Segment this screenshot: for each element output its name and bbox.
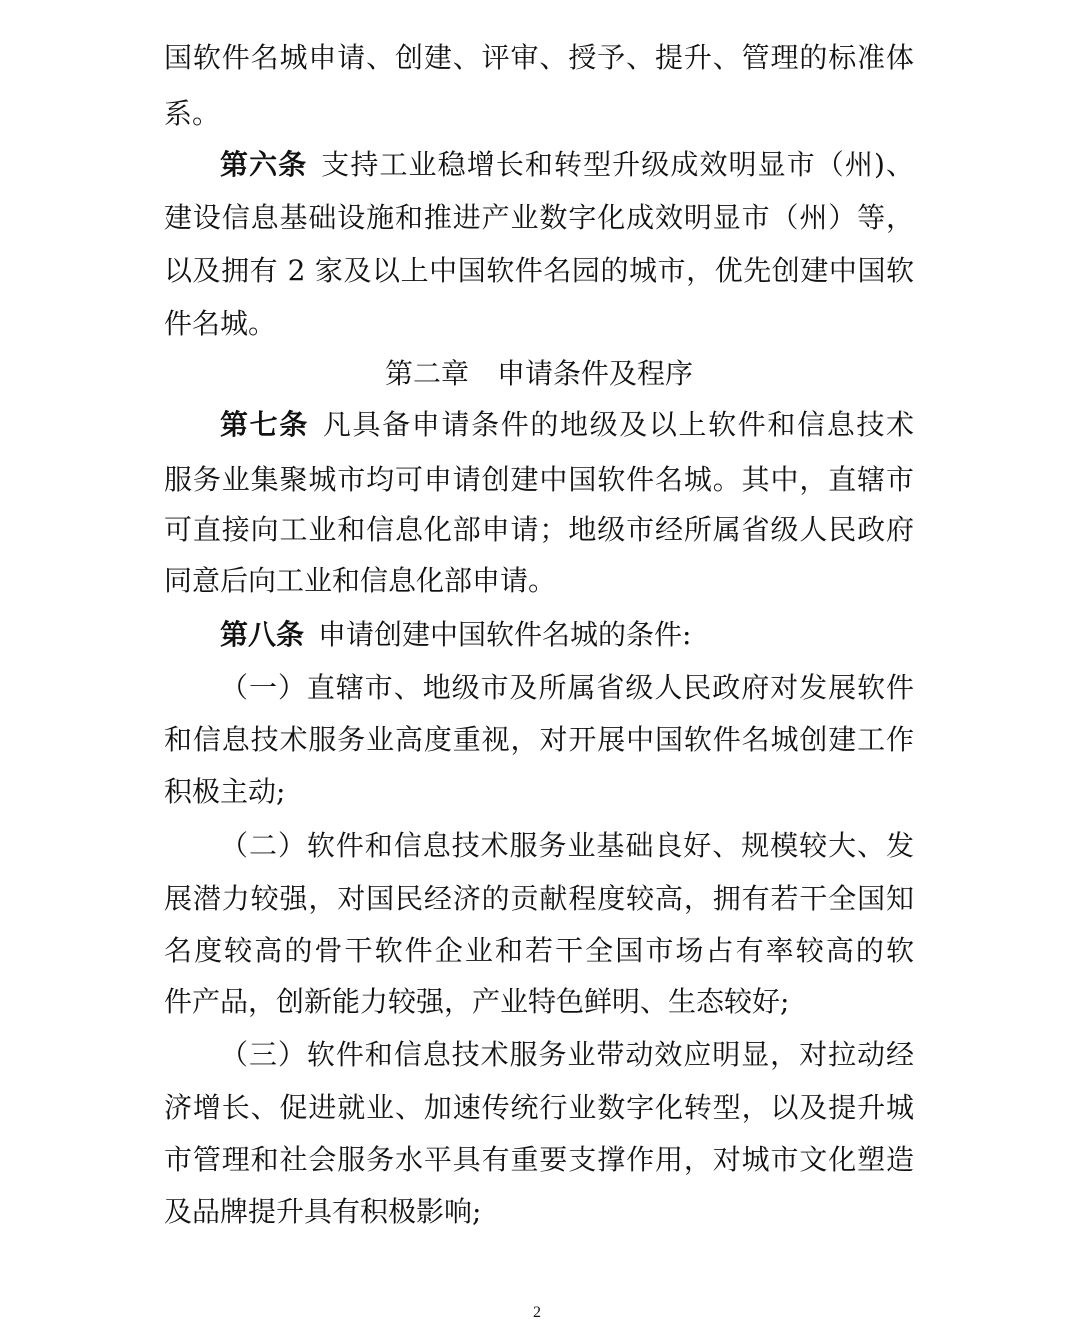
paragraph-line: 服务业集聚城市均可申请创建中国软件名城。其中，直辖市 (164, 463, 914, 496)
paragraph-line: 件名城。 (164, 307, 277, 340)
paragraph-line: 建设信息基础设施和推进产业数字化成效明显市（州）等， (164, 201, 914, 234)
list-item-line: （三）软件和信息技术服务业带动效应明显，对拉动经 (220, 1038, 914, 1071)
article-6-first-line (220, 137, 914, 193)
list-item-line: 及品牌提升具有积极影响; (164, 1195, 482, 1228)
paragraph-line: 申请创建中国软件名城的条件: (318, 618, 692, 651)
list-item-line: 展潜力较强，对国民经济的贡献程度较高，拥有若干全国知 (164, 882, 914, 915)
article-6-label: 第六条 (220, 148, 308, 181)
list-item-line: 和信息技术服务业高度重视，对开展中国软件名城创建工作 (164, 723, 914, 756)
paragraph-line: 支持工业稳增长和转型升级成效明显市（州)、 (321, 148, 914, 181)
article-7-first-line (220, 397, 914, 453)
list-item-line: 市管理和社会服务水平具有重要支撑作用，对城市文化塑造 (164, 1143, 914, 1176)
paragraph-line: 可直接向工业和信息化部申请；地级市经所属省级人民政府 (164, 513, 914, 546)
list-item-line: 件产品，创新能力较强，产业特色鲜明、生态较好; (164, 985, 790, 1018)
list-item-line: （一）直辖市、地级市及所属省级人民政府对发展软件 (220, 671, 914, 704)
article-7-label: 第七条 (220, 408, 309, 441)
article-8-label: 第八条 (220, 618, 305, 651)
article-8-first-line (220, 607, 914, 663)
page-number: 2 (533, 1304, 541, 1321)
paragraph-line: 凡具备申请条件的地级及以上软件和信息技术 (322, 408, 914, 441)
list-item-line: 积极主动; (164, 775, 286, 808)
list-item-line: 名度较高的骨干软件企业和若干全国市场占有率较高的软 (164, 934, 914, 967)
paragraph-line: 以及拥有 2 家及以上中国软件名园的城市，优先创建中国软 (164, 254, 914, 287)
paragraph-line: 同意后向工业和信息化部申请。 (164, 564, 557, 597)
paragraph-line: 系。 (164, 97, 221, 130)
list-item-line: （二）软件和信息技术服务业基础良好、规模较大、发 (220, 829, 914, 862)
paragraph-line: 国软件名城申请、创建、评审、授予、提升、管理的标准体 (164, 41, 914, 74)
list-item-line: 济增长、促进就业、加速传统行业数字化转型，以及提升城 (164, 1091, 914, 1124)
chapter-heading: 第二章 申请条件及程序 (384, 357, 693, 390)
